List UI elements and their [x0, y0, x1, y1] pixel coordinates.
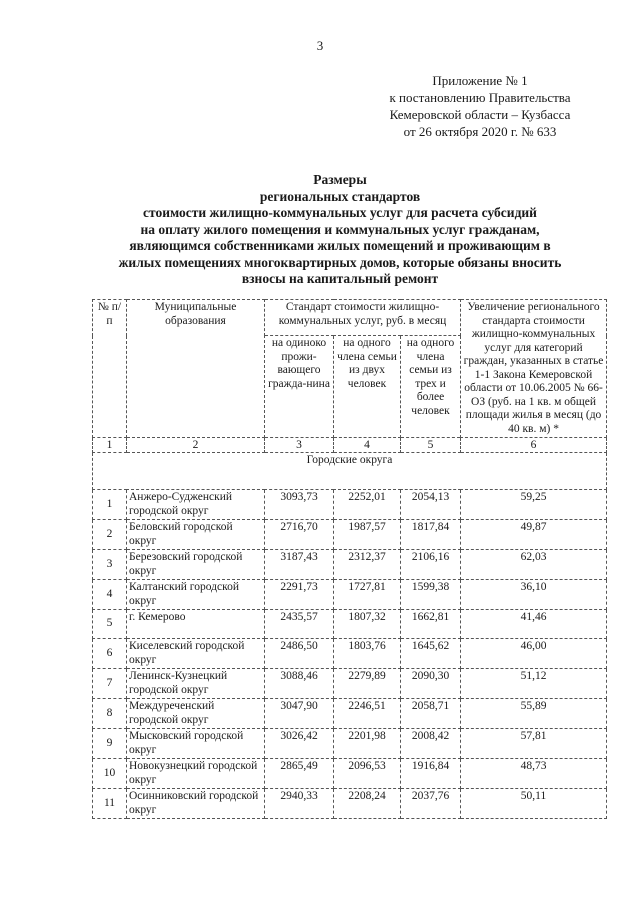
title-line: взносы на капитальный ремонт [241, 271, 439, 286]
row-number: 4 [93, 580, 127, 610]
column-number: 4 [334, 438, 401, 453]
value-increase: 49,87 [461, 520, 607, 550]
title-line: Размеры [313, 172, 367, 187]
value-single: 2865,49 [265, 759, 334, 789]
row-number: 7 [93, 669, 127, 699]
value-increase: 51,12 [461, 669, 607, 699]
column-number: 2 [127, 438, 265, 453]
row-number: 2 [93, 520, 127, 550]
row-number: 3 [93, 550, 127, 580]
title-line: региональных стандартов [259, 188, 421, 204]
municipality-name: Анжеро-Судженский городской округ [127, 490, 265, 520]
value-three: 2090,30 [401, 669, 461, 699]
title-line: стоимости жилищно-коммунальных услуг для расчета субсидий [143, 205, 537, 220]
header-row [93, 300, 607, 336]
row-number: 11 [93, 789, 127, 819]
value-single: 2435,57 [265, 610, 334, 639]
title-line: на оплату жилого помещения и коммунальных услуг гражданам, [140, 221, 540, 237]
value-single: 2486,50 [265, 639, 334, 669]
header-three: на одного члена семьи из трех и более человек [401, 336, 461, 438]
value-single: 3047,90 [265, 699, 334, 729]
appendix-line: к постановлению Правительства [389, 90, 571, 105]
column-number-row [93, 438, 607, 453]
header-two: на одного члена семьи из двух человек [334, 336, 401, 438]
value-single: 3093,73 [265, 490, 334, 520]
table-row [93, 639, 607, 669]
municipality-name: Мысковский городской округ [127, 729, 265, 759]
row-number: 8 [93, 699, 127, 729]
column-number: 3 [265, 438, 334, 453]
value-single: 3026,42 [265, 729, 334, 759]
municipality-name: г. Кемерово [127, 610, 265, 639]
value-two: 1807,32 [334, 610, 401, 639]
table-row [93, 580, 607, 610]
value-single: 2940,33 [265, 789, 334, 819]
value-two: 1987,57 [334, 520, 401, 550]
value-increase: 59,25 [461, 490, 607, 520]
municipality-name: Киселевский городской округ [127, 639, 265, 669]
value-two: 2279,89 [334, 669, 401, 699]
municipality-name: Междуреченский городской округ [127, 699, 265, 729]
value-two: 2201,98 [334, 729, 401, 759]
standards-table [92, 299, 607, 819]
municipality-name: Осинниковский городской округ [127, 789, 265, 819]
value-two: 2246,51 [334, 699, 401, 729]
value-two: 2096,53 [334, 759, 401, 789]
title-line: являющимся собственниками жилых помещений и проживающим в [129, 238, 551, 253]
municipality-name: Березовский городской округ [127, 550, 265, 580]
value-two: 1727,81 [334, 580, 401, 610]
value-increase: 41,46 [461, 610, 607, 639]
value-three: 2008,42 [401, 729, 461, 759]
table-row [93, 550, 607, 580]
table-row [93, 789, 607, 819]
header-single: на одиноко прожи-вающего гражда-нина [265, 336, 334, 438]
value-two: 1803,76 [334, 639, 401, 669]
header-num: № п/п [93, 300, 127, 438]
value-increase: 46,00 [461, 639, 607, 669]
section-label: Городские округа [93, 453, 607, 490]
table-row [93, 729, 607, 759]
table-row [93, 490, 607, 520]
value-single: 3187,43 [265, 550, 334, 580]
row-number: 5 [93, 610, 127, 639]
column-number: 6 [461, 438, 607, 453]
value-two: 2208,24 [334, 789, 401, 819]
value-increase: 57,81 [461, 729, 607, 759]
appendix-line: Приложение № 1 [432, 73, 528, 88]
table-row [93, 669, 607, 699]
value-three: 1599,38 [401, 580, 461, 610]
value-increase: 50,11 [461, 789, 607, 819]
appendix-line: от 26 октября 2020 г. № 633 [403, 124, 557, 139]
value-three: 1662,81 [401, 610, 461, 639]
municipality-name: Калтанский городской округ [127, 580, 265, 610]
value-three: 2106,16 [401, 550, 461, 580]
value-increase: 48,73 [461, 759, 607, 789]
row-number: 6 [93, 639, 127, 669]
value-increase: 36,10 [461, 580, 607, 610]
value-three: 2037,76 [401, 789, 461, 819]
value-three: 2054,13 [401, 490, 461, 520]
value-single: 2291,73 [265, 580, 334, 610]
row-number: 10 [93, 759, 127, 789]
table-row [93, 759, 607, 789]
value-increase: 62,03 [461, 550, 607, 580]
value-single: 2716,70 [265, 520, 334, 550]
value-three: 1916,84 [401, 759, 461, 789]
value-single: 3088,46 [265, 669, 334, 699]
table-row [93, 699, 607, 729]
municipality-name: Ленинск-Кузнецкий городской округ [127, 669, 265, 699]
row-number: 9 [93, 729, 127, 759]
document-title [60, 172, 620, 288]
table-row [93, 520, 607, 550]
header-increase: Увеличение регионального стандарта стоимости жилищно-коммунальных услуг для категорий граждан, указанных в статье 1-1 Закона Кемеровской области от 10.06.2005 № 66-ОЗ (руб. на 1 кв. м общей площади жилья в месяц (до 40 кв. м) * [461, 300, 607, 438]
section-row [93, 453, 607, 490]
value-two: 2312,37 [334, 550, 401, 580]
value-three: 1817,84 [401, 520, 461, 550]
header-standard-group: Стандарт стоимости жилищно-коммунальных услуг, руб. в месяц [265, 300, 461, 336]
appendix-line: Кемеровской области – Кузбасса [389, 107, 571, 122]
value-increase: 55,89 [461, 699, 607, 729]
column-number: 5 [401, 438, 461, 453]
page-number: 3 [316, 38, 324, 53]
header-municipality: Муниципальные образования [127, 300, 265, 438]
table-row [93, 610, 607, 639]
appendix-block [330, 72, 630, 140]
title-line: жилых помещениях многоквартирных домов, которые обязаны вносить [118, 254, 562, 270]
value-two: 2252,01 [334, 490, 401, 520]
column-number: 1 [93, 438, 127, 453]
municipality-name: Новокузнецкий городской округ [127, 759, 265, 789]
value-three: 2058,71 [401, 699, 461, 729]
value-three: 1645,62 [401, 639, 461, 669]
row-number: 1 [93, 490, 127, 520]
municipality-name: Беловский городской округ [127, 520, 265, 550]
